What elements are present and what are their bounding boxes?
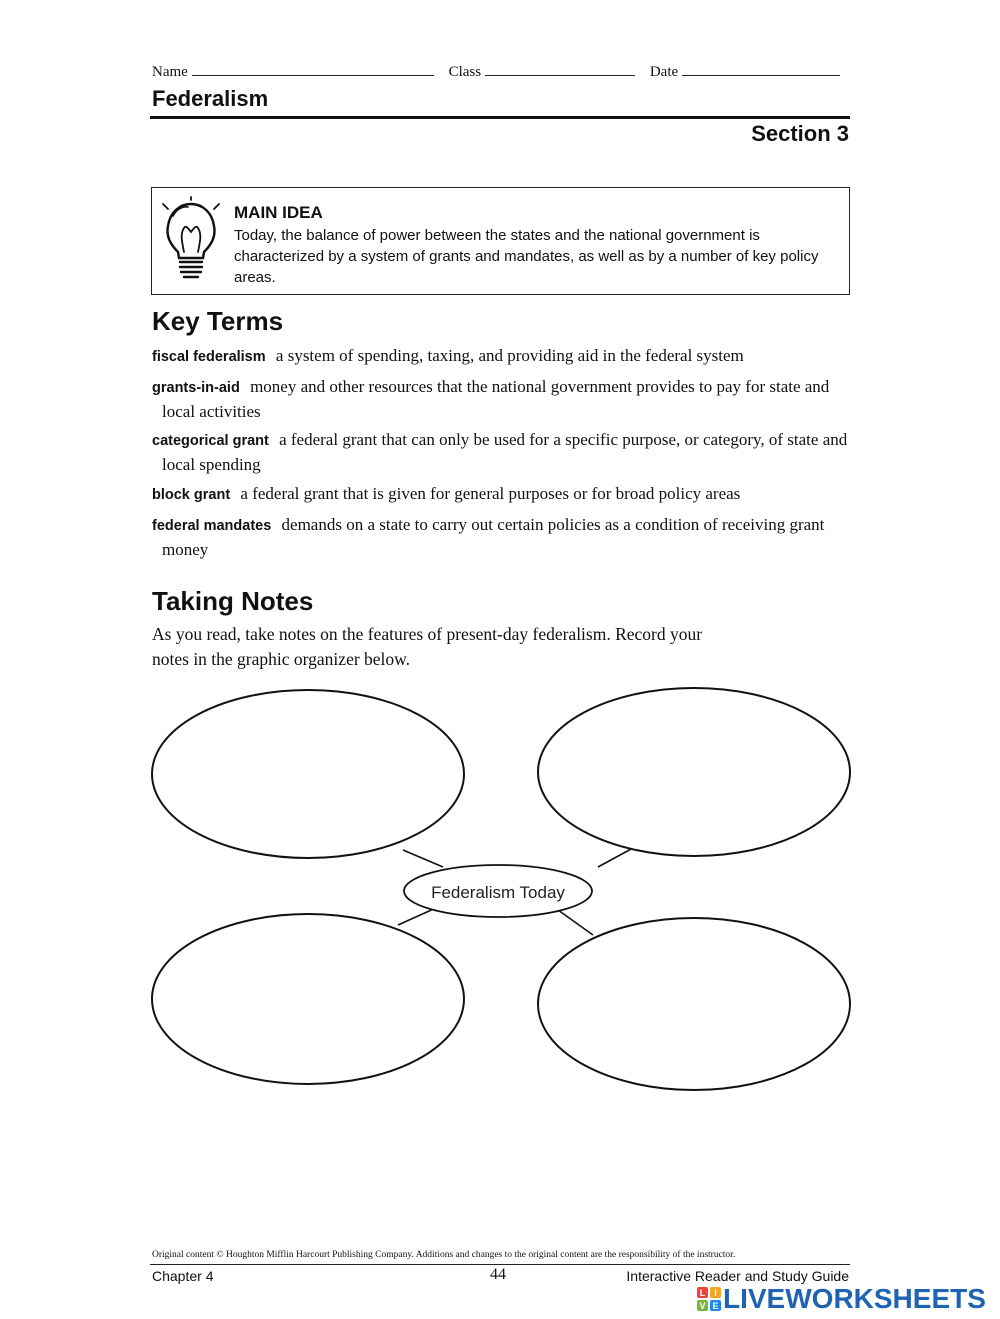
- key-term-definition: a system of spending, taxing, and providing aid in the federal system: [275, 346, 744, 365]
- name-label: Name: [152, 64, 188, 80]
- connector-line: [403, 850, 443, 867]
- chapter-title: Federalism: [152, 86, 269, 111]
- name-blank[interactable]: [192, 61, 434, 76]
- copyright-note: Original content © Houghton Mifflin Harcourt Publishing Company. Additions and changes to the original content are the responsibility of the instructor.: [152, 1250, 736, 1260]
- logo-letter: I: [710, 1287, 721, 1298]
- connector-line: [558, 910, 593, 935]
- logo-text: LIVEWORKSHEETS: [723, 1283, 986, 1314]
- key-term-item: [152, 375, 852, 424]
- footer-chapter: Chapter 4: [152, 1268, 214, 1284]
- logo-letter: E: [710, 1300, 721, 1311]
- main-idea-heading: MAIN IDEA: [234, 203, 323, 222]
- key-terms-heading: Key Terms: [152, 306, 284, 336]
- liveworksheets-logo: [697, 1284, 986, 1314]
- note-oval-bottom-right[interactable]: [538, 918, 850, 1090]
- key-term-name: categorical grant: [152, 433, 269, 449]
- key-term-definition: demands on a state to carry out certain policies as a condition of receiving grant money: [162, 515, 825, 559]
- taking-notes-instructions: As you read, take notes on the features of present-day federalism. Record your notes in the graphic organizer below.: [152, 624, 703, 669]
- logo-grid-icon: [697, 1287, 721, 1311]
- main-idea-box: [151, 187, 850, 295]
- page-number: 44: [490, 1266, 506, 1283]
- taking-notes-heading: Taking Notes: [152, 586, 314, 616]
- key-term-definition: a federal grant that is given for general purposes or for broad policy areas: [240, 484, 741, 503]
- key-term-name: federal mandates: [152, 518, 272, 534]
- key-term-name: block grant: [152, 487, 231, 503]
- key-term-item: [152, 482, 852, 507]
- date-label: Date: [649, 64, 679, 80]
- key-term-name: fiscal federalism: [152, 349, 266, 365]
- note-oval-top-left[interactable]: [152, 690, 464, 858]
- key-term-definition: a federal grant that can only be used for a specific purpose, or category, of state and local spending: [162, 430, 848, 474]
- lightbulb-icon: [160, 196, 222, 282]
- name-class-date-line: [152, 61, 850, 81]
- key-term-item: [152, 428, 852, 477]
- title-divider: [150, 116, 850, 119]
- key-term-item: [152, 344, 852, 369]
- logo-letter: V: [697, 1300, 708, 1311]
- logo-letter: L: [697, 1287, 708, 1298]
- footer-divider: [150, 1264, 850, 1265]
- footer-guide-title: Interactive Reader and Study Guide: [626, 1268, 849, 1284]
- key-term-item: [152, 513, 852, 562]
- date-blank[interactable]: [682, 61, 840, 76]
- class-blank[interactable]: [485, 61, 635, 76]
- key-term-definition: money and other resources that the national government provides to pay for state and local activities: [162, 377, 830, 421]
- class-label: Class: [448, 64, 482, 80]
- connector-line: [598, 848, 633, 867]
- note-oval-bottom-left[interactable]: [152, 914, 464, 1084]
- center-label: Federalism Today: [431, 883, 565, 902]
- main-idea-text: Today, the balance of power between the states and the national government is characterized by a system of grants and mandates, as well as by a number of key policy areas.: [234, 227, 819, 286]
- key-term-name: grants-in-aid: [152, 380, 240, 396]
- note-oval-top-right[interactable]: [538, 688, 850, 856]
- section-label: Section 3: [751, 121, 849, 146]
- graphic-organizer: [148, 685, 853, 1097]
